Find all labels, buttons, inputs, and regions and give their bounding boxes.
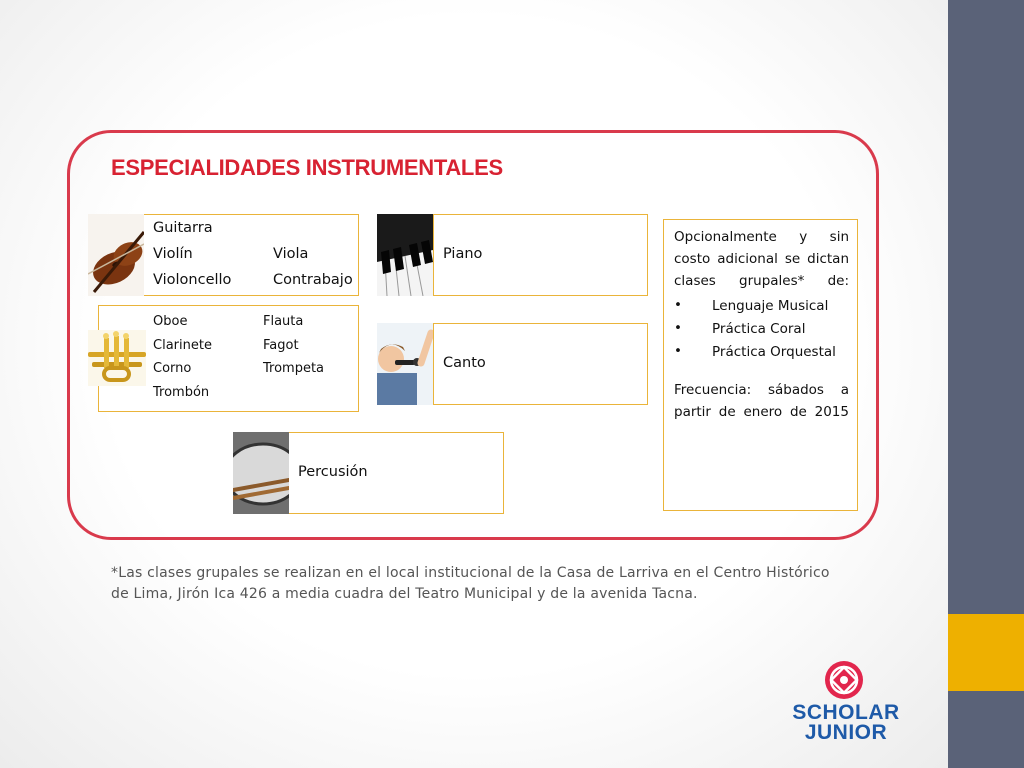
strings-item: Violoncello bbox=[153, 272, 232, 288]
piano-photo bbox=[377, 214, 433, 296]
winds-item: Trombón bbox=[153, 385, 210, 400]
bullet-dot-icon: • bbox=[674, 297, 682, 313]
canto-label: Canto bbox=[443, 355, 486, 371]
violin-icon bbox=[88, 214, 144, 296]
logo-line2: JUNIOR bbox=[804, 721, 888, 744]
winds-item: Fagot bbox=[263, 338, 299, 353]
logo-line1: SCHOLAR bbox=[792, 701, 900, 724]
drum-icon bbox=[233, 432, 289, 514]
bullet-dot-icon: • bbox=[674, 343, 682, 359]
singer-icon bbox=[377, 323, 433, 405]
right-sidebar-accent bbox=[948, 614, 1024, 691]
strings-item: Violín bbox=[153, 246, 193, 262]
winds-item: Oboe bbox=[153, 314, 188, 329]
strings-item: Guitarra bbox=[153, 220, 213, 236]
winds-item: Corno bbox=[153, 361, 192, 376]
singer-photo bbox=[377, 323, 433, 405]
logo-emblem-icon bbox=[786, 658, 906, 704]
drum-photo bbox=[233, 432, 289, 514]
strings-item: Viola bbox=[273, 246, 309, 262]
strings-item: Contrabajo bbox=[273, 272, 353, 288]
info-intro: Opcionalmente y sin costo adicional se dictan clases grupales* de: bbox=[674, 229, 849, 289]
trumpet-photo bbox=[88, 330, 146, 386]
info-box: Opcionalmente y sin costo adicional se dictan clases grupales* de: • Lenguaje Musical • Práctica Coral • Práctica Orquestal Frecuencia: sábados a partir de enero de 2015 bbox=[663, 219, 858, 511]
info-frequency: Frecuencia: sábados a partir de enero de 2015 bbox=[674, 382, 849, 420]
violin-photo bbox=[88, 214, 144, 296]
percussion-label: Percusión bbox=[298, 464, 368, 480]
trumpet-icon bbox=[88, 330, 146, 386]
footnote: *Las clases grupales se realizan en el local institucional de la Casa de Larriva en el Centro Histórico de Lima, Jirón Ica 426 a media cuadra del Teatro Municipal y de la avenida Tacna. bbox=[111, 565, 830, 602]
winds-item: Trompeta bbox=[263, 361, 325, 376]
winds-item: Flauta bbox=[263, 314, 304, 329]
scholar-junior-logo bbox=[786, 658, 906, 748]
bullet-dot-icon: • bbox=[674, 320, 682, 336]
slide-title: ESPECIALIDADES INSTRUMENTALES bbox=[111, 155, 503, 180]
winds-item: Clarinete bbox=[153, 338, 212, 353]
piano-keys-icon bbox=[377, 214, 433, 296]
piano-label: Piano bbox=[443, 246, 483, 262]
